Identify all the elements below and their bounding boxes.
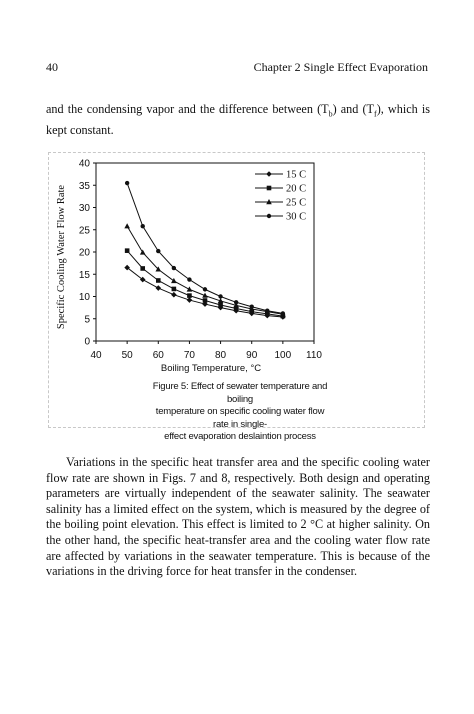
y-tick-label: 0 — [84, 336, 90, 348]
x-tick-label: 110 — [306, 350, 322, 361]
data-point-3 — [265, 309, 269, 313]
caption-line-3: effect evaporation deslaintion process — [164, 431, 316, 442]
para1-text-a: and the condensing vapor and the difference between (T — [46, 102, 329, 116]
legend-marker — [267, 186, 272, 191]
tf-subscript: f — [374, 109, 377, 119]
data-point-2 — [171, 278, 177, 283]
legend-label: 20 C — [286, 183, 307, 195]
x-tick-label: 100 — [274, 350, 292, 361]
y-tick-label: 5 — [84, 314, 90, 326]
legend-label: 15 C — [286, 169, 307, 181]
chapter-title: Chapter 2 Single Effect Evaporation — [253, 60, 428, 74]
data-point-2 — [187, 286, 193, 291]
data-point-3 — [250, 305, 254, 309]
x-tick-label: 90 — [246, 350, 258, 361]
data-point-3 — [156, 249, 160, 253]
data-point-0 — [155, 285, 161, 291]
y-tick-label: 40 — [78, 158, 90, 170]
paragraph-main: Variations in the specific heat transfer area and the specific cooling water flow rate are shown in Figs. 7 and 8, respectively. Both design and operating parameters are virtually independent of the seawater salinity. The seawater salinity has a limited effect on the system, which is measured by the degree of the boiling point elevation. This effect is limited to 2 °C at higher salinity. On the other hand, the specific heat-transfer area and the cooling water flow rate are affected by variations in the seawater temperature. This is because of the variations in the driving force for heat transfer in the condenser. — [46, 455, 430, 579]
data-point-1 — [125, 248, 130, 253]
y-tick-label: 25 — [78, 225, 90, 237]
y-tick-label: 35 — [78, 180, 90, 192]
legend-marker — [267, 214, 271, 218]
figure-caption — [150, 381, 330, 444]
data-point-3 — [172, 266, 176, 270]
data-point-3 — [187, 277, 191, 281]
x-tick-label: 40 — [90, 350, 102, 361]
x-tick-label: 50 — [121, 350, 133, 361]
y-tick-label: 15 — [78, 269, 90, 281]
data-point-1 — [156, 278, 161, 283]
legend-label: 30 C — [286, 211, 307, 223]
data-point-1 — [187, 293, 192, 298]
x-axis-title: Boiling Temperature, °C — [160, 363, 262, 374]
data-point-3 — [141, 224, 145, 228]
data-point-0 — [171, 292, 177, 298]
page-number: 40 — [46, 60, 58, 74]
y-axis-title: Specific Cooling Water Flow Rate — [56, 184, 67, 330]
y-tick-label: 10 — [78, 292, 90, 303]
legend-label: 25 C — [286, 197, 307, 209]
x-tick-label: 70 — [183, 350, 195, 361]
data-point-2 — [140, 249, 146, 254]
y-tick-label: 30 — [78, 203, 90, 214]
data-point-3 — [125, 181, 129, 185]
data-point-0 — [187, 297, 193, 303]
data-point-1 — [203, 298, 208, 303]
data-point-3 — [218, 294, 222, 298]
x-tick-label: 80 — [215, 350, 227, 361]
para1-text-c: ), which is kept constant. — [46, 102, 430, 138]
data-point-1 — [218, 303, 223, 308]
legend-marker — [266, 171, 272, 177]
data-point-1 — [140, 266, 145, 271]
data-point-1 — [172, 287, 177, 292]
tb-subscript: b — [328, 109, 333, 119]
caption-line-1: Figure 5: Effect of sewater temperature and boiling — [152, 381, 328, 405]
data-point-3 — [203, 287, 207, 291]
para1-text-b: ) and (T — [332, 102, 375, 116]
data-point-3 — [281, 311, 285, 315]
data-point-2 — [124, 223, 130, 228]
y-tick-label: 20 — [78, 247, 90, 259]
x-tick-label: 60 — [152, 350, 164, 361]
caption-line-2: temperature on specific cooling water flow rate in single- — [155, 406, 325, 430]
data-point-3 — [234, 300, 238, 304]
